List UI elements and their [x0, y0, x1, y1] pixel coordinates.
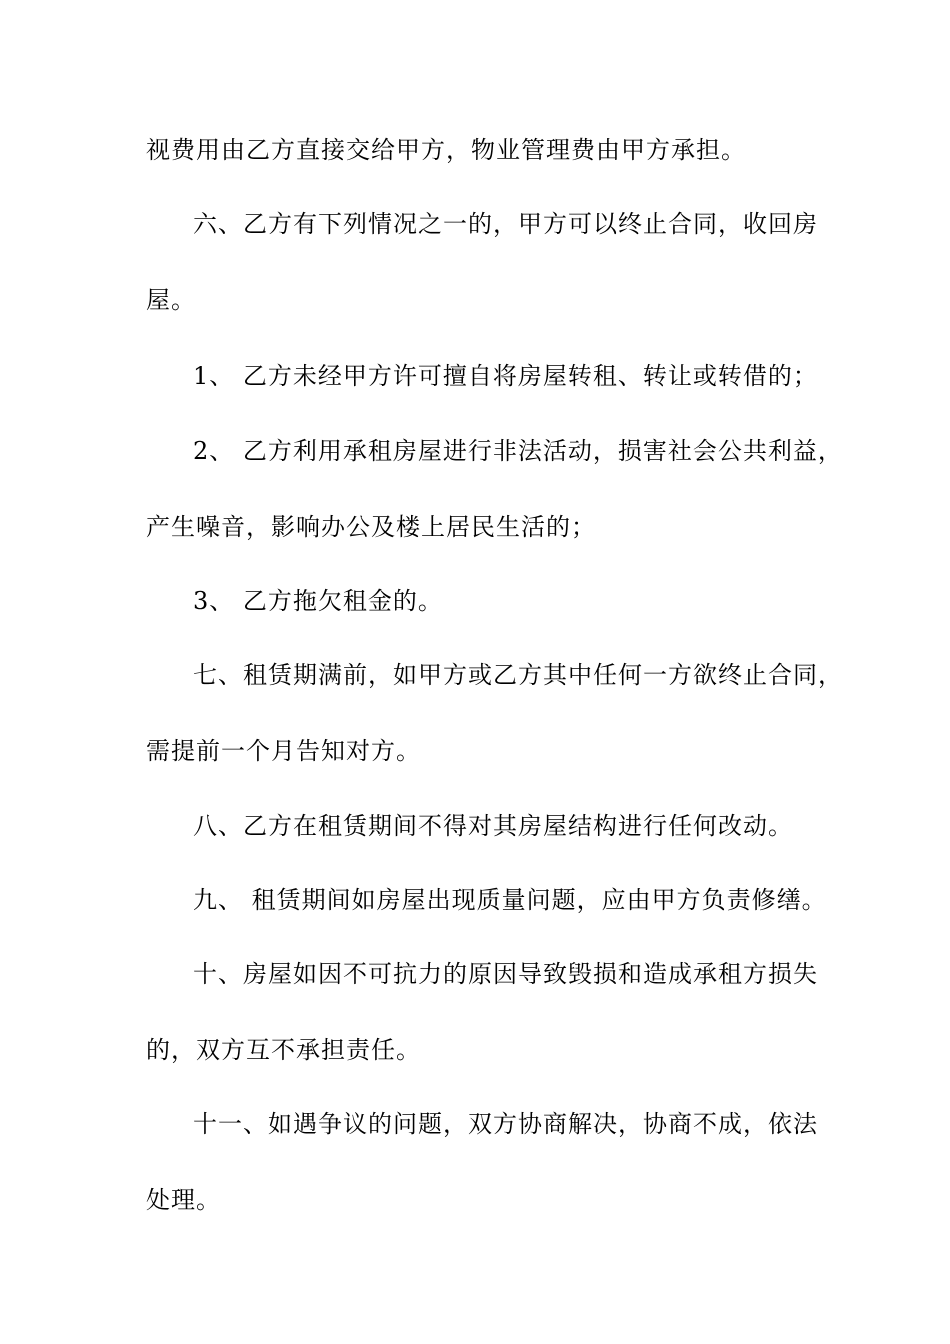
- text-line-12: 十、房屋如因不可抗力的原因导致毁损和造成承租方损失: [193, 960, 818, 988]
- text-line-5: 2、 乙方利用承租房屋进行非法活动，损害社会公共利益，: [193, 437, 843, 465]
- text-line-13: 的，双方互不承担责任。: [146, 1036, 421, 1064]
- text-line-11: 九、 租赁期间如房屋出现质量问题，应由甲方负责修缮。: [193, 886, 827, 914]
- text-line-1: 视费用由乙方直接交给甲方，物业管理费由甲方承担。: [146, 136, 746, 164]
- text-line-9: 需提前一个月告知对方。: [146, 737, 421, 765]
- text-line-6: 产生噪音，影响办公及楼上居民生活的；: [146, 513, 596, 541]
- text-line-7: 3、 乙方拖欠租金的。: [193, 587, 443, 615]
- text-line-14: 十一、如遇争议的问题，双方协商解决，协商不成，依法: [193, 1110, 818, 1138]
- text-line-2: 六、乙方有下列情况之一的，甲方可以终止合同，收回房: [193, 210, 818, 238]
- text-line-3: 屋。: [146, 286, 196, 314]
- text-line-10: 八、乙方在租赁期间不得对其房屋结构进行任何改动。: [193, 812, 793, 840]
- text-line-8: 七、租赁期满前，如甲方或乙方其中任何一方欲终止合同，: [193, 661, 843, 689]
- text-line-15: 处理。: [146, 1186, 221, 1214]
- text-line-4: 1、 乙方未经甲方许可擅自将房屋转租、转让或转借的；: [193, 362, 818, 390]
